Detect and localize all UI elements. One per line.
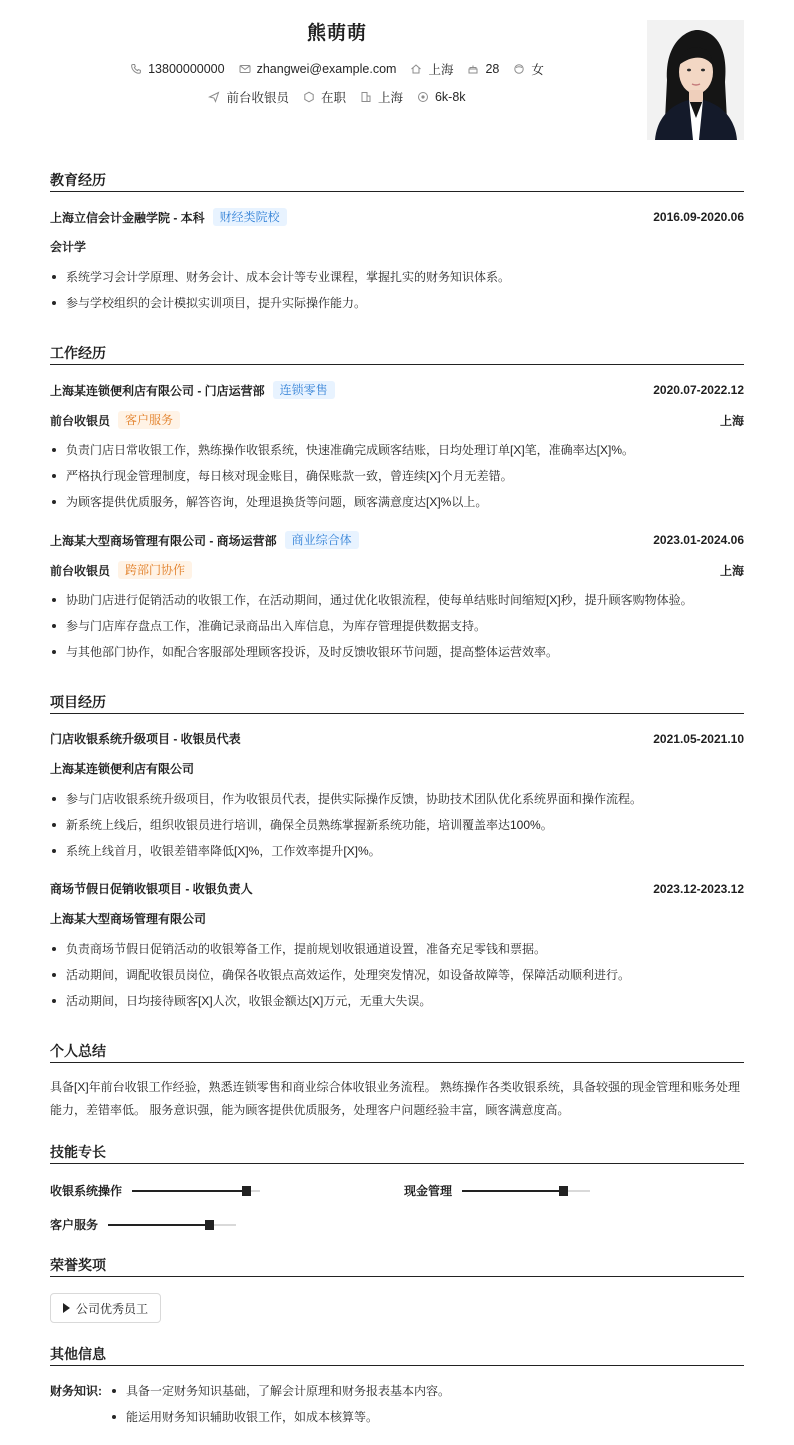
email-icon <box>239 63 251 75</box>
gender-info <box>513 60 544 78</box>
skill-level-fill <box>462 1190 564 1192</box>
project-row <box>50 880 744 897</box>
project-date: 2021.05-2021.10 <box>653 731 744 746</box>
target-city-text: 上海 <box>377 91 403 105</box>
project-name: 商场节假日促销收银项目 - 收银负责人 <box>50 882 253 896</box>
project-org-row <box>50 760 744 777</box>
education-bullets <box>50 264 744 316</box>
school-name: 上海立信会计金融学院 - 本科 <box>50 210 205 225</box>
company-tag: 连锁零售 <box>273 381 335 399</box>
honor-item[interactable] <box>50 1293 161 1323</box>
skill-level-knob <box>242 1186 251 1196</box>
skill-name: 客户服务 <box>50 1218 99 1232</box>
project-org: 上海某大型商场管理有限公司 <box>50 912 207 926</box>
education-section <box>50 170 744 192</box>
salary-info <box>417 90 466 104</box>
work-location: 上海 <box>719 563 744 578</box>
honor-name: 公司优秀员工 <box>76 1301 149 1316</box>
age-text: 28 <box>485 62 500 76</box>
list-item: 系统上线首月，收银差错率降低[X]%，工作效率提升[X]%。 <box>50 838 744 864</box>
skill-item <box>50 1182 260 1199</box>
coin-icon <box>417 91 429 103</box>
skill-name: 收银系统操作 <box>50 1184 123 1198</box>
contact-info-row <box>50 60 624 78</box>
school-tag: 财经类院校 <box>213 208 287 226</box>
list-item: 负责商场节假日促销活动的收银筹备工作，提前规划收银通道设置，准备充足零钱和票据。 <box>50 936 744 962</box>
role-tag: 客户服务 <box>118 411 180 429</box>
work-company-row <box>50 531 744 549</box>
work-bullets <box>50 587 744 665</box>
project-name: 门店收银系统升级项目 - 收银员代表 <box>50 732 241 746</box>
skill-level-fill <box>132 1190 247 1192</box>
other-label: 财务知识: <box>50 1384 102 1398</box>
other-title: 其他信息 <box>50 1344 744 1366</box>
work-date: 2020.07-2022.12 <box>653 383 744 397</box>
candidate-name: 熊萌萌 <box>306 23 367 44</box>
city-text: 上海 <box>428 63 454 77</box>
salary-text: 6k-8k <box>434 90 466 104</box>
work-company-row <box>50 381 744 399</box>
list-item: 活动期间，调配收银员岗位，确保各收银点高效运作，处理突发情况，如设备故障等，保障活动顺利进行。 <box>50 962 744 988</box>
skills-title: 技能专长 <box>50 1142 744 1164</box>
other-bullets <box>110 1378 450 1430</box>
expand-arrow-icon <box>63 1303 70 1313</box>
profile-photo <box>647 20 744 140</box>
list-item: 参与门店库存盘点工作，准确记录商品出入库信息，为库存管理提供数据支持。 <box>50 613 744 639</box>
work-role-row <box>50 561 744 579</box>
list-item: 与其他部门协作，如配合客服部处理顾客投诉，及时反馈收银环节问题，提高整体运营效率。 <box>50 639 744 665</box>
role-name: 前台收银员 <box>50 413 111 428</box>
company-tag: 商业综合体 <box>285 531 359 549</box>
send-icon <box>208 91 220 103</box>
other-section <box>50 1344 744 1366</box>
education-date: 2016.09-2020.06 <box>653 210 744 224</box>
status-info <box>303 88 346 106</box>
skill-item <box>50 1216 236 1233</box>
status-text: 在职 <box>320 91 346 105</box>
project-bullets <box>50 936 744 1014</box>
project-section <box>50 692 744 714</box>
home-icon <box>410 63 422 75</box>
gender-text: 女 <box>531 63 544 77</box>
project-org: 上海某连锁便利店有限公司 <box>50 762 195 776</box>
skill-name: 现金管理 <box>404 1184 453 1198</box>
major-name: 会计学 <box>50 240 87 254</box>
skills-section <box>50 1142 744 1164</box>
work-role-row <box>50 411 744 429</box>
target-city-info <box>360 88 403 106</box>
summary-text: 具备[X]年前台收银工作经验，熟悉连锁零售和商业综合体收银业务流程。 熟练操作各类收银系统，具备较强的现金管理和账务处理能力，差错率低。 服务意识强，能为顾客提供优质服务，处理客户问题经验丰富，顾客满意度高。 <box>50 1080 741 1117</box>
job-text: 前台收银员 <box>226 91 289 105</box>
phone-text: 13800000000 <box>148 62 225 76</box>
portrait-image <box>647 20 744 140</box>
job-info-row <box>50 88 624 106</box>
summary-title: 个人总结 <box>50 1041 744 1063</box>
role-name: 前台收银员 <box>50 563 111 578</box>
skill-level-bar <box>108 1224 236 1226</box>
project-title: 项目经历 <box>50 692 744 714</box>
skill-level-knob <box>205 1220 214 1230</box>
list-item: 活动期间，日均接待顾客[X]人次，收银金额达[X]万元，无重大失误。 <box>50 988 744 1014</box>
skill-level-fill <box>108 1224 210 1226</box>
education-school-row <box>50 208 744 226</box>
skill-level-bar <box>462 1190 590 1192</box>
status-icon <box>303 91 315 103</box>
project-date: 2023.12-2023.12 <box>653 881 744 896</box>
list-item: 参与学校组织的会计模拟实训项目，提升实际操作能力。 <box>50 290 744 316</box>
company-name: 上海某连锁便利店有限公司 - 门店运营部 <box>50 383 265 398</box>
skill-level-bar <box>132 1190 260 1192</box>
city-info <box>410 60 453 78</box>
list-item: 能运用财务知识辅助收银工作，如成本核算等。 <box>110 1404 450 1430</box>
list-item: 协助门店进行促销活动的收银工作，在活动期间，通过优化收银流程，使每单结账时间缩短[X]秒，提升顾客购物体验。 <box>50 587 744 613</box>
list-item: 为顾客提供优质服务，解答咨询，处理退换货等问题，顾客满意度达[X]%以上。 <box>50 489 744 515</box>
education-title: 教育经历 <box>50 170 744 192</box>
work-title: 工作经历 <box>50 343 744 365</box>
phone-icon <box>130 63 142 75</box>
building-icon <box>360 91 372 103</box>
phone-info <box>130 62 224 76</box>
summary-section <box>50 1041 744 1063</box>
age-info <box>467 62 499 76</box>
email-text: zhangwei@example.com <box>256 62 397 76</box>
work-section <box>50 343 744 365</box>
honors-section <box>50 1255 744 1277</box>
skill-item <box>404 1182 590 1199</box>
list-item: 新系统上线后，组织收银员进行培训，确保全员熟练掌握新系统功能，培训覆盖率达100%。 <box>50 812 744 838</box>
skill-level-knob <box>559 1186 568 1196</box>
project-row <box>50 730 744 747</box>
cake-icon <box>467 63 479 75</box>
work-date: 2023.01-2024.06 <box>653 533 744 547</box>
project-bullets <box>50 786 744 864</box>
email-info <box>239 62 397 76</box>
list-item: 具备一定财务知识基础，了解会计原理和财务报表基本内容。 <box>110 1378 450 1404</box>
list-item: 负责门店日常收银工作，熟练操作收银系统，快速准确完成顾客结账，日均处理订单[X]笔，准确率达[X]%。 <box>50 437 744 463</box>
education-major-row <box>50 238 744 255</box>
list-item: 系统学习会计学原理、财务会计、成本会计等专业课程，掌握扎实的财务知识体系。 <box>50 264 744 290</box>
role-tag: 跨部门协作 <box>118 561 192 579</box>
resume-page <box>50 0 744 1424</box>
project-org-row <box>50 910 744 927</box>
job-info <box>208 88 289 106</box>
work-location: 上海 <box>719 413 744 428</box>
list-item: 严格执行现金管理制度，每日核对现金账目，确保账款一致，曾连续[X]个月无差错。 <box>50 463 744 489</box>
other-info <box>50 1378 744 1430</box>
company-name: 上海某大型商场管理有限公司 - 商场运营部 <box>50 533 277 548</box>
list-item: 参与门店收银系统升级项目，作为收银员代表，提供实际操作反馈，协助技术团队优化系统界面和操作流程。 <box>50 786 744 812</box>
work-bullets <box>50 437 744 515</box>
gender-icon <box>513 63 525 75</box>
resume-header <box>50 0 744 160</box>
honors-title: 荣誉奖项 <box>50 1255 744 1277</box>
